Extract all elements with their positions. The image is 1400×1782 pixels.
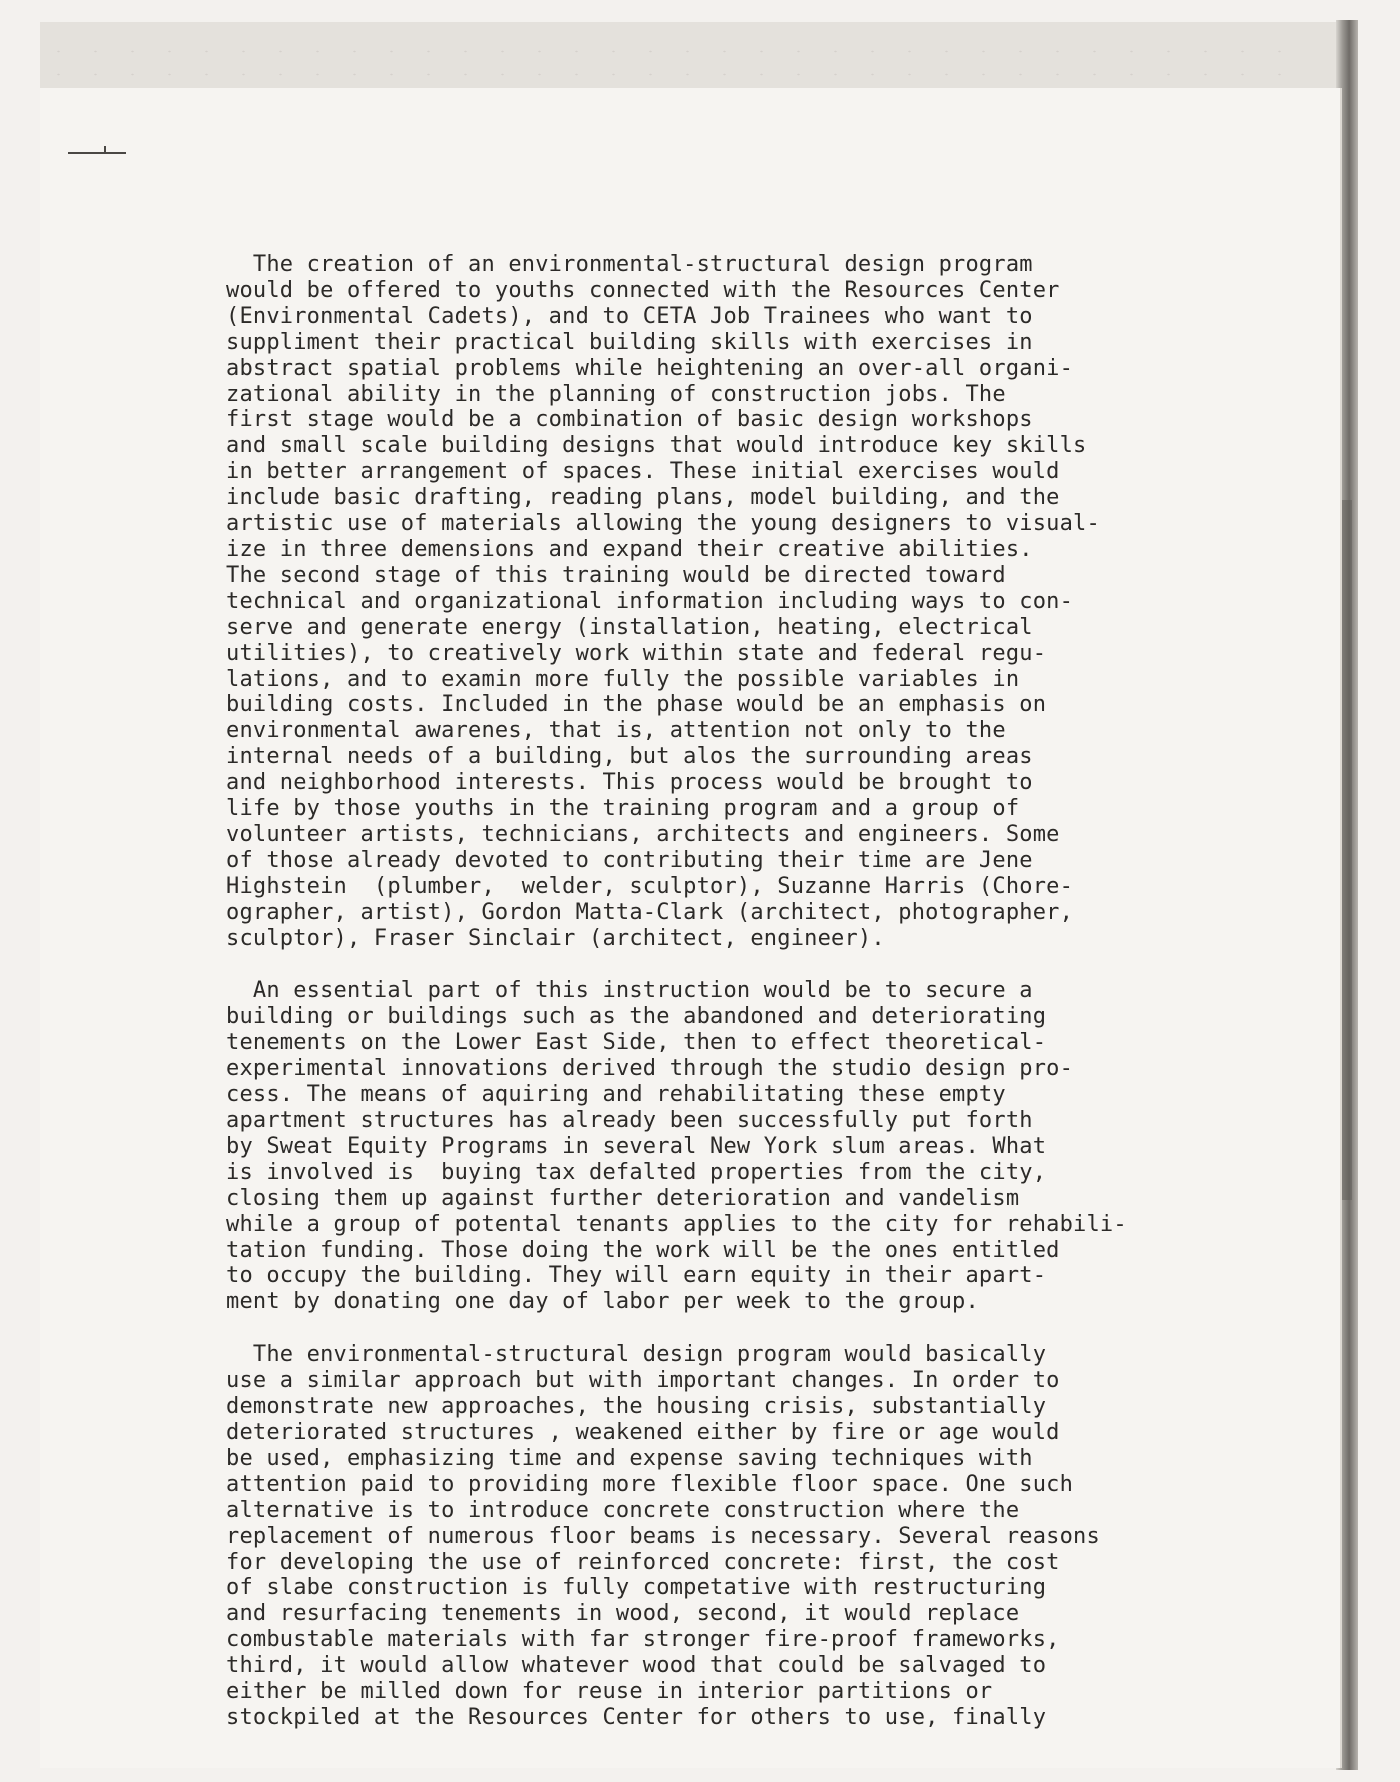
paragraph-concrete-approach [226,1342,1266,1731]
text-line: be used, emphasizing time and expense saving techniques with [226,1445,1033,1471]
text-line: demonstrate new approaches, the housing crisis, substantially [226,1394,1047,1420]
text-line: use a similar approach but with important changes. In order to [226,1368,1060,1394]
text-line: would be offered to youths connected with the Resources Center [226,277,1060,303]
text-line: utilities), to creatively work within state and federal regu- [226,640,1047,666]
text-line: zational ability in the planning of construction jobs. The [226,381,1006,407]
text-line: replacement of numerous floor beams is necessary. Several reasons [226,1523,1100,1549]
text-line: cess. The means of aquiring and rehabilitating these empty [226,1082,1006,1108]
text-line: to occupy the building. They will earn equity in their apart- [226,1263,1047,1289]
text-line: and neighborhood interests. This process would be brought to [226,770,1033,796]
text-line: ment by donating one day of labor per week to the group. [226,1289,979,1315]
typewritten-text [226,252,1266,1758]
text-line: internal needs of a building, but alos the surrounding areas [226,744,1033,770]
text-line: by Sweat Equity Programs in several New York slum areas. What [226,1133,1047,1159]
text-line: while a group of potental tenants applies to the city for rehabili- [226,1211,1127,1237]
text-line: include basic drafting, reading plans, model building, and the [226,485,1060,511]
text-line: experimental innovations derived through the studio design pro- [226,1056,1074,1082]
text-line: stockpiled at the Resources Center for others to use, finally [226,1704,1047,1730]
text-line: ize in three demensions and expand their creative abilities. [226,536,1033,562]
text-line: alternative is to introduce concrete construction where the [226,1497,1020,1523]
text-line: either be milled down for reuse in interior partitions or [226,1679,993,1705]
text-line: in better arrangement of spaces. These initial exercises would [226,459,1060,485]
scan-noise [40,40,1300,95]
text-line: building costs. Included in the phase would be an emphasis on [226,692,1047,718]
text-line: life by those youths in the training program and a group of [226,796,1020,822]
text-line: of those already devoted to contributing their time are Jene [226,847,1033,873]
text-line: and resurfacing tenements in wood, second, it would replace [226,1601,1020,1627]
paragraph-program-overview [226,252,1266,951]
text-line: suppliment their practical building skills with exercises in [226,329,1033,355]
text-line: tenements on the Lower East Side, then to effect theoretical- [226,1030,1047,1056]
text-line: third, it would allow whatever wood that could be salvaged to [226,1653,1047,1679]
text-line: combustable materials with far stronger fire-proof frameworks, [226,1627,1060,1653]
margin-mark-stem [104,146,106,154]
text-line: abstract spatial problems while heightening an over-all organi- [226,355,1074,381]
text-line: ographer, artist), Gordon Matta-Clark (architect, photographer, [226,899,1074,925]
text-line: first stage would be a combination of basic design workshops [226,407,1033,433]
text-line: apartment structures has already been successfully put forth [226,1108,1033,1133]
text-line: The creation of an environmental-structural design program [226,252,1033,277]
text-line: (Environmental Cadets), and to CETA Job Trainees who want to [226,303,1033,329]
text-line: closing them up against further deterioration and vandelism [226,1185,1020,1211]
paragraph-building-acquisition [226,978,1266,1315]
text-line: of slabe construction is fully competative with restructuring [226,1575,1047,1601]
text-line: Highstein (plumber, welder, sculptor), Suzanne Harris (Chore- [226,873,1074,899]
text-line: artistic use of materials allowing the young designers to visual- [226,511,1100,537]
page-stack-shadow [1342,500,1352,1200]
text-line: deteriorated structures , weakened either by fire or age would [226,1419,1060,1445]
text-line: and small scale building designs that would introduce key skills [226,433,1087,459]
text-line: lations, and to examin more fully the possible variables in [226,666,1020,692]
text-line: attention paid to providing more flexible floor space. One such [226,1471,1074,1497]
text-line: environmental awarenes, that is, attention not only to the [226,718,1006,744]
text-line: technical and organizational information including ways to con- [226,588,1074,614]
text-line: building or buildings such as the abandoned and deteriorating [226,1004,1047,1030]
text-line: tation funding. Those doing the work will be the ones entitled [226,1237,1060,1263]
text-line: is involved is buying tax defalted properties from the city, [226,1159,1047,1185]
margin-mark [68,152,126,154]
text-line: volunteer artists, technicians, architects and engineers. Some [226,821,1060,847]
text-line: serve and generate energy (installation, heating, electrical [226,614,1033,640]
text-line: The environmental-structural design program would basically [226,1342,1047,1368]
text-line: sculptor), Fraser Sinclair (architect, engineer). [226,925,885,951]
text-line: The second stage of this training would be directed toward [226,562,1006,588]
text-line: for developing the use of reinforced concrete: first, the cost [226,1549,1060,1575]
text-line: An essential part of this instruction would be to secure a [226,978,1033,1004]
